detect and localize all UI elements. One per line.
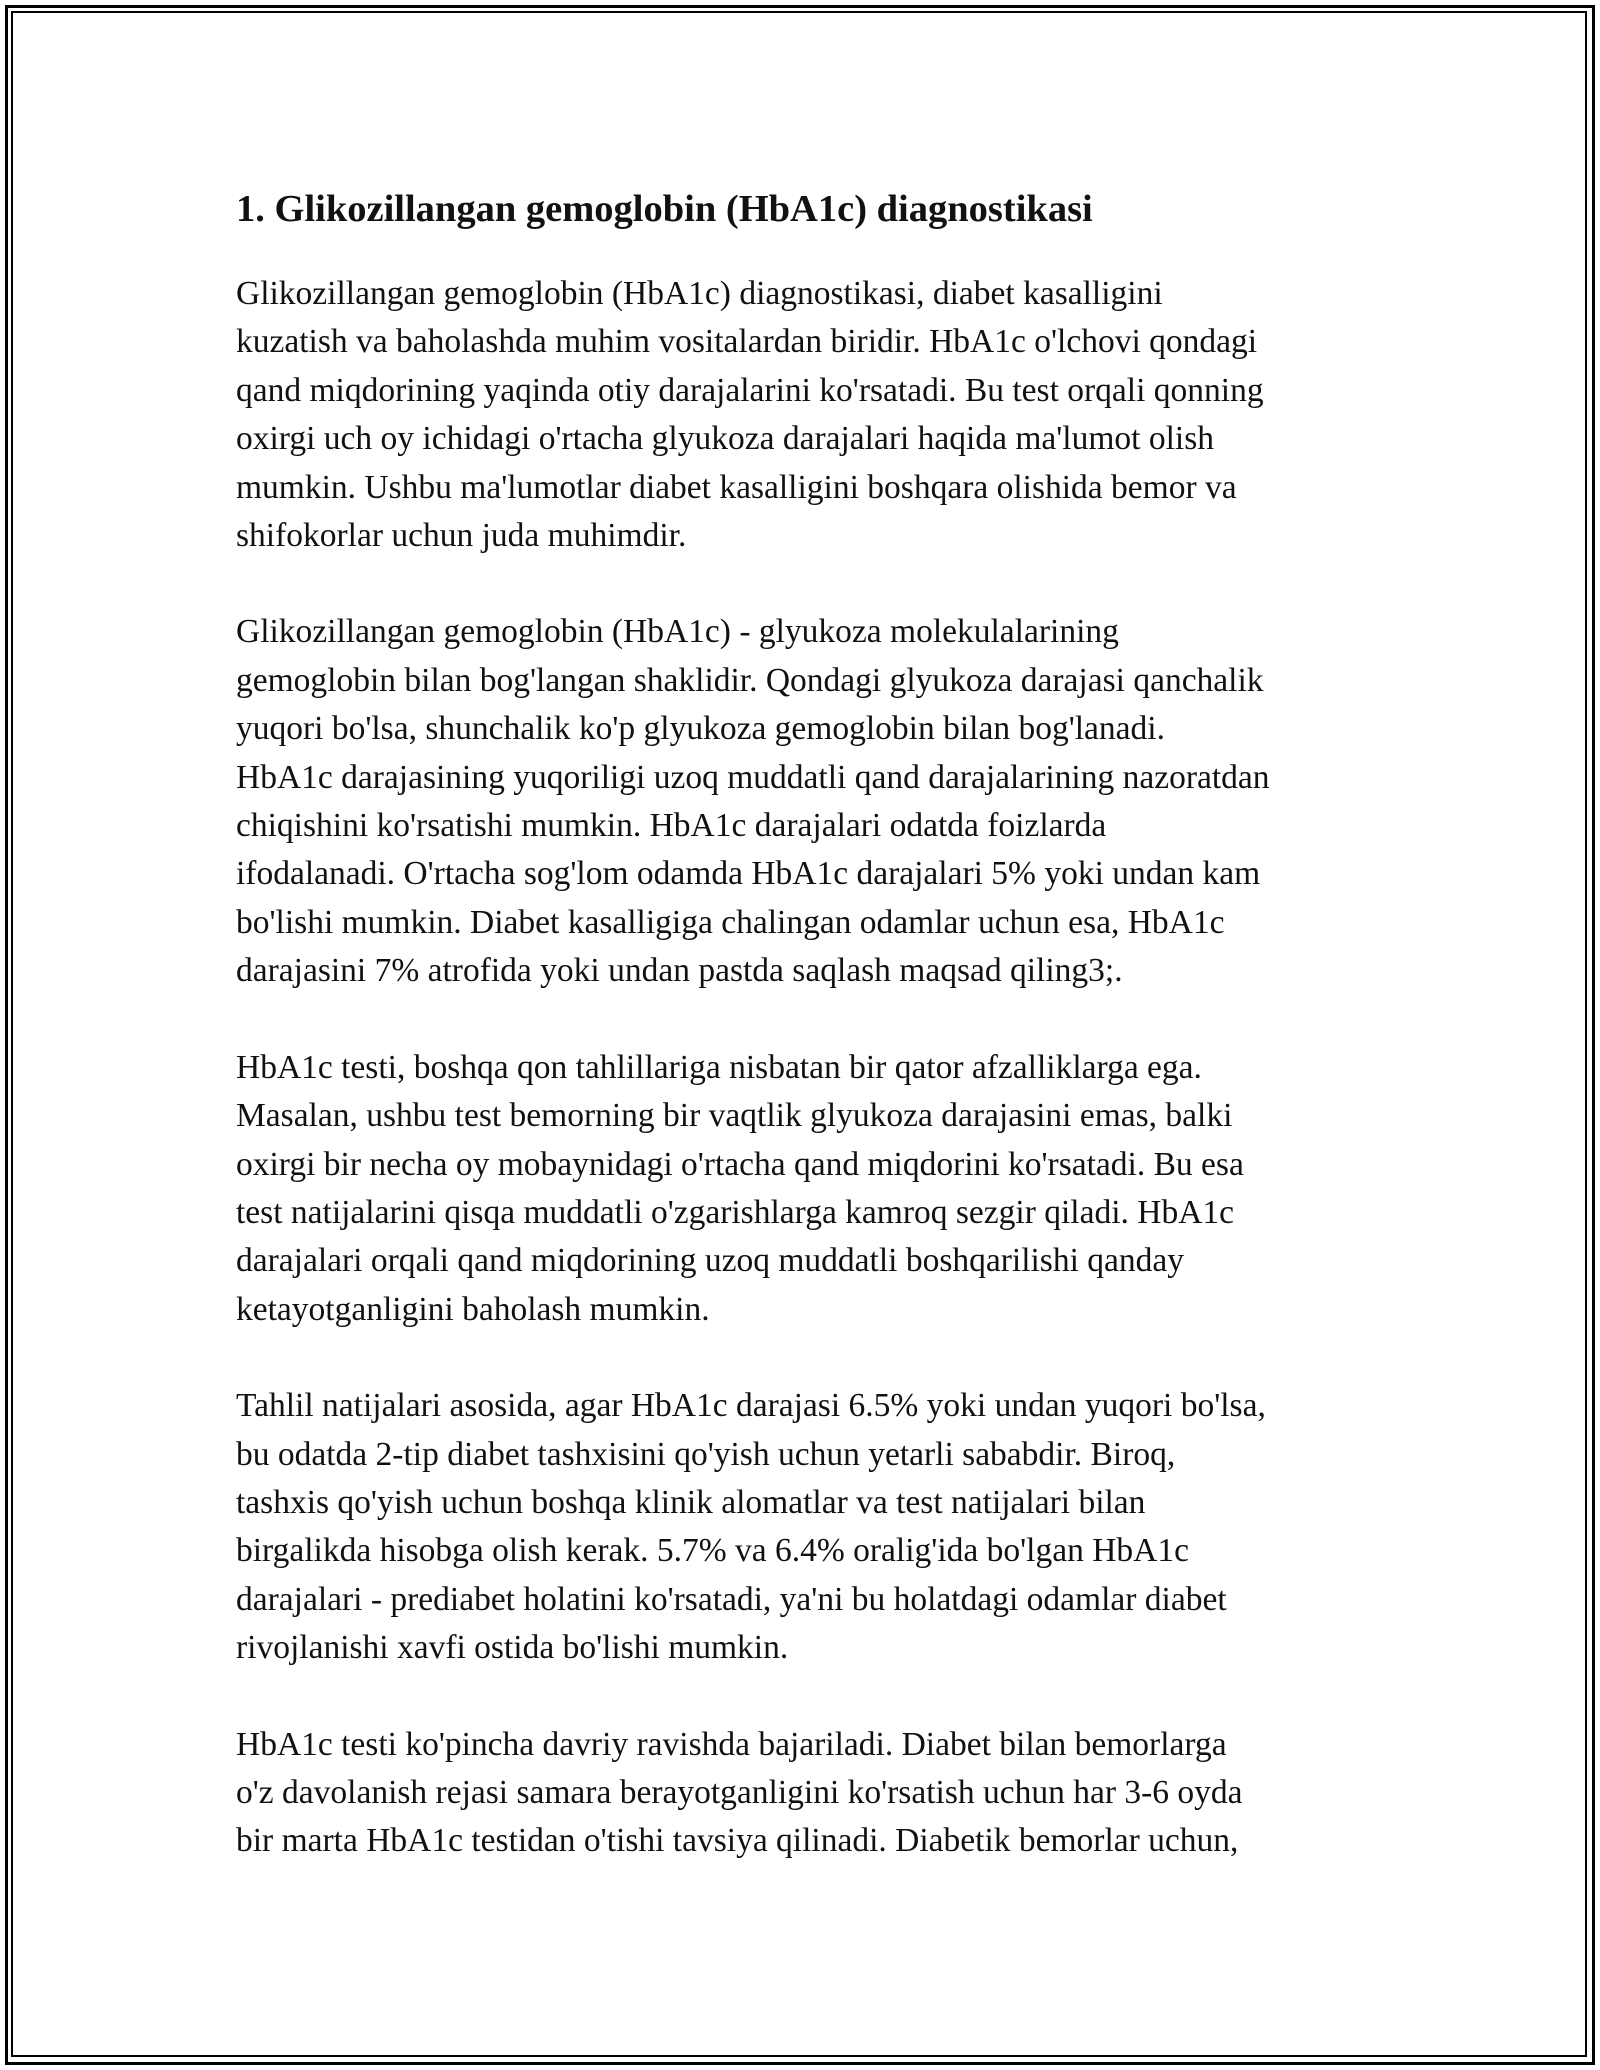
- text-line: o'z davolanish rejasi samara berayotganligini ko'rsatish uchun har 3-6 oyda: [236, 1773, 1243, 1811]
- text-line: qand miqdorining yaqinda otiy darajalarini ko'rsatadi. Bu test orqali qonning: [236, 371, 1264, 409]
- text-line: yuqori bo'lsa, shunchalik ko'p glyukoza gemoglobin bilan bog'lanadi.: [236, 710, 1165, 748]
- text-line: bo'lishi mumkin. Diabet kasalligiga chalingan odamlar uchun esa, HbA1c: [236, 903, 1225, 941]
- paragraph-1: [236, 270, 1386, 560]
- text-line: darajalari - prediabet holatini ko'rsatadi, ya'ni bu holatdagi odamlar diabet: [236, 1580, 1227, 1618]
- text-line: Glikozillangan gemoglobin (HbA1c) - glyukoza molekulalarining: [236, 613, 1119, 651]
- text-line: mumkin. Ushbu ma'lumotlar diabet kasalligini boshqara olishida bemor va: [236, 468, 1237, 506]
- paragraph-2: [236, 608, 1386, 995]
- text-line: oxirgi bir necha oy mobaynidagi o'rtacha qand miqdorini ko'rsatadi. Bu esa: [236, 1145, 1244, 1183]
- text-line: kuzatish va baholashda muhim vositalardan biridir. HbA1c o'lchovi qondagi: [236, 323, 1258, 361]
- text-line: ketayotganligini baholash mumkin.: [236, 1290, 710, 1328]
- text-line: HbA1c testi ko'pincha davriy ravishda bajariladi. Diabet bilan bemorlarga: [236, 1725, 1227, 1763]
- text-line: bu odatda 2-tip diabet tashxisini qo'yish uchun yetarli sababdir. Biroq,: [236, 1435, 1176, 1473]
- text-line: gemoglobin bilan bog'langan shaklidir. Qondagi glyukoza darajasi qanchalik: [236, 661, 1264, 699]
- text-line: Glikozillangan gemoglobin (HbA1c) diagnostikasi, diabet kasalligini: [236, 275, 1163, 312]
- paragraph-4: [236, 1382, 1386, 1672]
- text-line: oxirgi uch oy ichidagi o'rtacha glyukoza darajalari haqida ma'lumot olish: [236, 420, 1215, 458]
- text-line: bir marta HbA1c testidan o'tishi tavsiya qilinadi. Diabetik bemorlar uchun,: [236, 1822, 1239, 1860]
- text-line: Tahlil natijalari asosida, agar HbA1c darajasi 6.5% yoki undan yuqori bo'lsa,: [236, 1387, 1266, 1425]
- text-line: shifokorlar uchun juda muhimdir.: [236, 517, 687, 555]
- paragraph-3: [236, 1044, 1386, 1334]
- document-body: [236, 186, 1386, 1914]
- text-line: birgalikda hisobga olish kerak. 5.7% va 6.4% oralig'ida bo'lgan HbA1c: [236, 1532, 1189, 1570]
- text-line: darajalari orqali qand miqdorining uzoq muddatli boshqarilishi qanday: [236, 1242, 1185, 1280]
- text-line: rivojlanishi xavfi ostida bo'lishi mumkin.: [236, 1629, 789, 1667]
- text-line: test natijalarini qisqa muddatli o'zgarishlarga kamroq sezgir qiladi. HbA1c: [236, 1193, 1235, 1231]
- text-line: darajasini 7% atrofida yoki undan pastda saqlash maqsad qiling3;.: [236, 952, 1123, 990]
- text-line: Masalan, ushbu test bemorning bir vaqtlik glyukoza darajasini emas, balki: [236, 1097, 1233, 1135]
- paragraph-5: [236, 1721, 1386, 1866]
- text-line: tashxis qo'yish uchun boshqa klinik alomatlar va test natijalari bilan: [236, 1483, 1146, 1521]
- text-line: ifodalanadi. O'rtacha sog'lom odamda HbA1c darajalari 5% yoki undan kam: [236, 855, 1261, 893]
- section-heading: 1. Glikozillangan gemoglobin (HbA1c) diagnostikasi: [236, 188, 1093, 230]
- text-line: HbA1c darajasining yuqoriligi uzoq muddatli qand darajalarining nazoratdan: [236, 758, 1270, 796]
- text-line: HbA1c testi, boshqa qon tahlillariga nisbatan bir qator afzalliklarga ega.: [236, 1048, 1202, 1086]
- text-line: chiqishini ko'rsatishi mumkin. HbA1c darajalari odatda foizlarda: [236, 807, 1107, 845]
